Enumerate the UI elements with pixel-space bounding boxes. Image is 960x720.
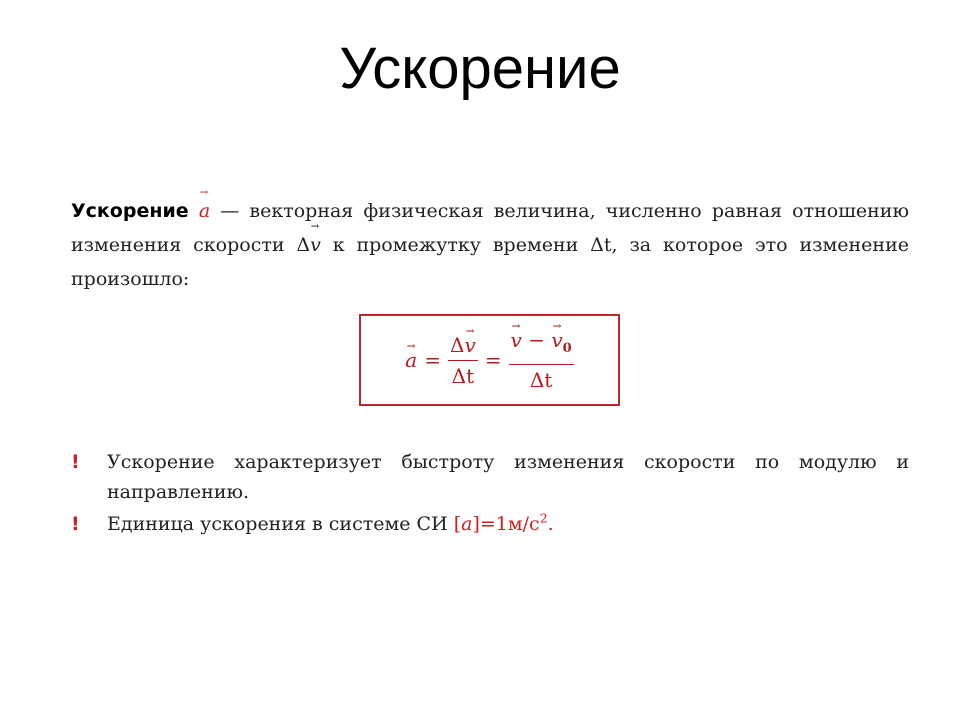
list-item [71,447,909,507]
fraction-2-denominator: Δt [529,368,553,392]
fraction-2-subscript: 0 [562,341,572,356]
si-unit-expression: $[a]=1м/с^2$. [453,511,554,535]
exclamation-icon: ! [71,513,80,535]
fraction-2-velocity: → v [511,328,522,352]
formula-equals-1: = [424,348,441,372]
fraction-1-denominator: Δt [451,363,475,388]
acceleration-formula [405,328,573,392]
si-unit-symbol: a [461,513,473,535]
formula-fraction-2 [509,328,574,392]
definition-paragraph [71,194,909,296]
formula-lhs: → a [405,348,417,372]
fraction-2-minus: − [521,328,552,352]
fraction-1-velocity: → v [464,333,475,357]
note-text-1: Ускорение характеризует быстроту изменения скорости по модулю и направлению. [107,451,909,503]
note-text-2 [107,509,909,539]
notes-list [71,447,909,541]
formula-box [359,314,620,406]
slide-title: Ускорение [339,36,621,101]
fraction-2-initial-velocity: → v [551,328,562,352]
formula-equals-2: = [484,348,502,372]
fraction-1-numerator [448,333,478,361]
fraction-2-numerator [509,328,574,365]
definition-text-part-2: к промежутку времени Δt, за которое это изменение произошло: [71,234,909,290]
exclamation-icon: ! [71,451,80,473]
acceleration-vector-symbol: → a [199,194,210,228]
fraction-1-delta: Δ [450,332,465,357]
si-unit-value: =1м/с [479,513,540,535]
si-unit-prefix: Единица ускорения в системе СИ [107,513,454,535]
formula-fraction-1 [448,333,478,388]
delta-symbol: Δ [296,234,311,256]
si-unit-power: 2 [539,511,548,526]
definition-text-part-1: — векторная физическая величина, численно равная отношению изменения скорости [71,200,909,256]
velocity-vector-symbol: → v [310,228,321,262]
list-item [71,509,909,539]
definition-term: Ускорение [71,200,189,222]
si-unit-end: . [547,513,554,535]
